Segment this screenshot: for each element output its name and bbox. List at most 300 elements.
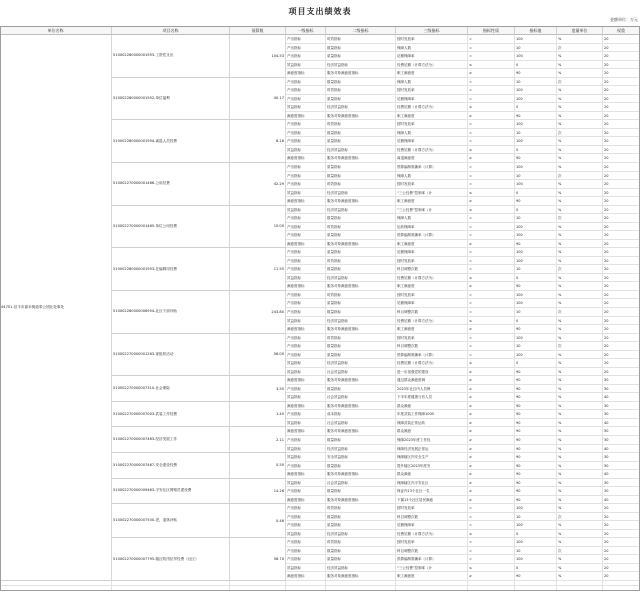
weight-cell: 20 (603, 513, 640, 522)
nature-cell: = (468, 52, 515, 61)
level1-cell: 产出指标 (286, 180, 326, 189)
weight-cell: 30 (603, 462, 640, 471)
project-name-cell: 510002280000001953-工资性支出 (112, 35, 230, 78)
value-cell: 0 (515, 317, 557, 326)
level1-cell: 满意度指标 (286, 197, 326, 206)
weight-cell: 20 (603, 351, 640, 360)
weight-cell: 30 (603, 376, 640, 385)
level2-cell: 服务对象满意度指标 (326, 197, 396, 206)
empty-cell (326, 586, 396, 591)
nature-cell: ≤ (468, 103, 515, 112)
level2-cell: 服务对象满意度指标 (326, 376, 396, 385)
level2-cell: 经济效益指标 (326, 445, 396, 454)
level1-cell: 产出指标 (286, 342, 326, 351)
budget-cell: 0.46 (230, 504, 286, 538)
level2-cell: 数量指标 (326, 462, 396, 471)
project-name-cell: 510002280000001952-单位福利 (112, 78, 230, 121)
value-cell: 100 (515, 504, 557, 513)
level2-cell: 经济效益指标 (326, 189, 396, 198)
level2-cell: 时效指标 (326, 538, 396, 547)
level1-cell: 产出指标 (286, 78, 326, 87)
level2-cell: 时效指标 (326, 257, 396, 266)
weight-cell: 20 (603, 240, 640, 249)
measure-unit-cell: % (557, 564, 603, 573)
level2-cell: 质量指标 (326, 351, 396, 360)
value-cell: 0 (515, 530, 557, 539)
value-cell: 100 (515, 223, 557, 232)
level3-cell: 预算编制准确率（计算） (396, 231, 468, 240)
measure-unit-cell: % (557, 291, 603, 300)
level2-cell: 数量指标 (326, 342, 396, 351)
level2-cell: 社会效益指标 (326, 393, 396, 402)
measure-unit-cell: % (557, 325, 603, 334)
nature-cell: ≥ (468, 419, 515, 428)
value-cell: 100 (515, 137, 557, 146)
nature-cell: ≥ (468, 154, 515, 163)
level2-cell: 社会效益指标 (326, 479, 396, 488)
level1-cell: 产出指标 (286, 308, 326, 317)
level1-cell: 效益指标 (286, 393, 326, 402)
level2-cell: 时效指标 (326, 223, 396, 232)
level2-cell: 数量指标 (326, 513, 396, 522)
nature-cell: ≥ (468, 402, 515, 411)
budget-cell: 14.26 (230, 479, 286, 505)
budget-cell: 104.53 (230, 35, 286, 78)
weight-cell: 20 (603, 248, 640, 257)
level2-cell: 经济效益指标 (326, 103, 396, 112)
level2-cell: 经济效益指标 (326, 359, 396, 368)
level3-cell: “三公经费”控制率（计 (396, 189, 468, 198)
level1-cell: 效益指标 (286, 359, 326, 368)
value-cell: 90 (515, 470, 557, 479)
nature-cell: = (468, 120, 515, 129)
measure-unit-cell: % (557, 445, 603, 454)
value-cell: 90 (515, 240, 557, 249)
level2-cell: 数量指标 (326, 385, 396, 394)
empty-cell (230, 586, 286, 591)
nature-cell: = (468, 351, 515, 360)
measure-unit-cell: % (557, 317, 603, 326)
nature-cell: = (468, 291, 515, 300)
level3-cell: 科目调整次数 (396, 265, 468, 274)
weight-cell: 20 (603, 197, 640, 206)
level3-cell: 足额保障率 (396, 137, 468, 146)
weight-cell: 20 (603, 291, 640, 300)
value-cell: 100 (515, 35, 557, 44)
measure-unit-cell: 次 (557, 547, 603, 556)
column-header-measure-unit: 度量单位 (557, 26, 603, 35)
level2-cell: 数量指标 (326, 265, 396, 274)
level3-cell: 保障武装正常运转 (396, 419, 468, 428)
level3-cell: 经费足额（计算方法为） (396, 103, 468, 112)
weight-cell: 20 (603, 120, 640, 129)
level1-cell: 产出指标 (286, 52, 326, 61)
empty-cell (396, 586, 468, 591)
level2-cell: 服务对象满意度指标 (326, 496, 396, 505)
measure-unit-cell: % (557, 385, 603, 394)
weight-cell: 20 (603, 103, 640, 112)
nature-cell: ≤ (468, 564, 515, 573)
measure-unit-cell: % (557, 521, 603, 530)
nature-cell: ≥ (468, 487, 515, 496)
weight-cell: 20 (603, 223, 640, 232)
value-cell: 10 (515, 308, 557, 317)
measure-unit-cell: 次 (557, 214, 603, 223)
project-name-cell: 510002270000001465-单位公用经费 (112, 206, 230, 249)
level2-cell: 服务对象满意度指标 (326, 325, 396, 334)
level3-cell: 预算编制准确率（计算） (396, 555, 468, 564)
level2-cell: 安全效益指标 (326, 453, 396, 462)
level2-cell: 经济效益指标 (326, 61, 396, 70)
column-header-weight: 权重 (603, 26, 640, 35)
level3-cell: “三公经费”控制率（计 (396, 206, 468, 215)
level3-cell: 运转保障率 (396, 223, 468, 232)
level1-cell: 效益指标 (286, 479, 326, 488)
level1-cell: 产出指标 (286, 120, 326, 129)
weight-cell: 20 (603, 154, 640, 163)
level3-cell: 群众满意 (396, 470, 468, 479)
level1-cell: 产出指标 (286, 214, 326, 223)
nature-cell: = (468, 95, 515, 104)
level3-cell: 通过群众满意度调 (396, 376, 468, 385)
level1-cell: 效益指标 (286, 530, 326, 539)
budget-cell: 0.50 (230, 453, 286, 479)
level2-cell: 质量指标 (326, 555, 396, 564)
nature-cell: = (468, 214, 515, 223)
measure-unit-cell: % (557, 496, 603, 505)
level1-cell: 满意度指标 (286, 240, 326, 249)
level3-cell: 足额保障率 (396, 299, 468, 308)
weight-cell: 20 (603, 78, 640, 87)
measure-unit-cell: % (557, 103, 603, 112)
measure-unit-cell: % (557, 419, 603, 428)
weight-cell: 20 (603, 342, 640, 351)
value-cell: 90 (515, 112, 557, 121)
level1-cell: 产出指标 (286, 410, 326, 419)
level1-cell: 产出指标 (286, 172, 326, 181)
level3-cell: 经费足额（计算方法为） (396, 359, 468, 368)
nature-cell: ≥ (468, 462, 515, 471)
budget-cell: 2.11 (230, 427, 286, 453)
value-cell: 90 (515, 402, 557, 411)
weight-cell: 30 (603, 402, 640, 411)
nature-cell: ≤ (468, 61, 515, 70)
nature-cell: = (468, 547, 515, 556)
level3-cell: 预算编制准确率（计算） (396, 163, 468, 172)
level3-cell: 按时发放率 (396, 120, 468, 129)
level1-cell: 产出指标 (286, 436, 326, 445)
weight-cell: 30 (603, 410, 640, 419)
nature-cell: = (468, 231, 515, 240)
value-cell: 10 (515, 265, 557, 274)
level2-cell: 质量指标 (326, 137, 396, 146)
level1-cell: 产出指标 (286, 513, 326, 522)
nature-cell: ≥ (468, 479, 515, 488)
level3-cell: 保证内13个社区一名 (396, 487, 468, 496)
nature-cell: ≥ (468, 197, 515, 206)
weight-cell: 30 (603, 453, 640, 462)
measure-unit-cell: % (557, 231, 603, 240)
level2-cell: 服务对象满意度指标 (326, 402, 396, 411)
weight-cell: 20 (603, 564, 640, 573)
value-cell: 100 (515, 299, 557, 308)
weight-cell: 20 (603, 86, 640, 95)
nature-cell: ≥ (468, 325, 515, 334)
level1-cell: 满意度指标 (286, 282, 326, 291)
measure-unit-cell: % (557, 538, 603, 547)
value-cell: 90 (515, 419, 557, 428)
value-cell: 90 (515, 393, 557, 402)
level2-cell: 服务对象满意度指标 (326, 470, 396, 479)
weight-cell: 20 (603, 69, 640, 78)
measure-unit-cell: % (557, 282, 603, 291)
value-cell: 10 (515, 78, 557, 87)
column-header-budget: 预算数 (230, 26, 286, 35)
weight-cell: 20 (603, 547, 640, 556)
measure-unit-cell: % (557, 359, 603, 368)
level2-cell: 时效指标 (326, 291, 396, 300)
nature-cell: ≥ (468, 112, 515, 121)
level3-cell: 进一步加强党的建设 (396, 368, 468, 377)
level1-cell: 产出指标 (286, 538, 326, 547)
level3-cell: 2023年社区内人员保 (396, 385, 468, 394)
level1-cell: 产出指标 (286, 163, 326, 172)
level2-cell: 质量指标 (326, 52, 396, 61)
weight-cell: 20 (603, 189, 640, 198)
nature-cell: ≥ (468, 69, 515, 78)
level3-cell: 保障人数 (396, 78, 468, 87)
nature-cell: = (468, 265, 515, 274)
level3-cell: 保障2023年度工作经 (396, 436, 468, 445)
level2-cell: 服务对象满意度指标 (326, 282, 396, 291)
measure-unit-cell: % (557, 61, 603, 70)
nature-cell: ≤ (468, 530, 515, 539)
measure-unit-cell: 次 (557, 44, 603, 53)
value-cell: 100 (515, 180, 557, 189)
nature-cell: = (468, 248, 515, 257)
level1-cell: 满意度指标 (286, 112, 326, 121)
level3-cell: 经费足额（计算方法为） (396, 317, 468, 326)
measure-unit-cell: % (557, 555, 603, 564)
value-cell: 10 (515, 342, 557, 351)
measure-unit-cell: % (557, 120, 603, 129)
budget-cell: 56.70 (230, 538, 286, 581)
level1-cell: 满意度指标 (286, 402, 326, 411)
level2-cell: 经济效益指标 (326, 146, 396, 155)
value-cell: 0 (515, 359, 557, 368)
level3-cell: 足额保障率 (396, 521, 468, 530)
value-cell: 10 (515, 214, 557, 223)
budget-cell: 243.80 (230, 291, 286, 334)
value-cell: 90 (515, 376, 557, 385)
measure-unit-cell: % (557, 180, 603, 189)
level3-cell: 职工满意度 (396, 325, 468, 334)
empty-cell (603, 586, 640, 591)
value-cell: 100 (515, 257, 557, 266)
measure-unit-cell: % (557, 462, 603, 471)
value-cell: 10 (515, 172, 557, 181)
nature-cell: ≤ (468, 206, 515, 215)
budget-cell: 1.40 (230, 402, 286, 428)
nature-cell: = (468, 342, 515, 351)
level1-cell: 满意度指标 (286, 572, 326, 581)
level1-cell: 产出指标 (286, 385, 326, 394)
level2-cell: 服务对象满意度指标 (326, 572, 396, 581)
nature-cell: = (468, 223, 515, 232)
weight-cell: 20 (603, 521, 640, 530)
level3-cell: 下属13个社区居民满意 (396, 496, 468, 505)
weight-cell: 30 (603, 487, 640, 496)
weight-cell: 20 (603, 44, 640, 53)
weight-cell: 20 (603, 282, 640, 291)
weight-cell: 20 (603, 214, 640, 223)
value-cell: 0 (515, 189, 557, 198)
level3-cell: 保障人数 (396, 214, 468, 223)
level2-cell: 经济效益指标 (326, 564, 396, 573)
weight-cell: 20 (603, 538, 640, 547)
level1-cell: 效益指标 (286, 103, 326, 112)
level1-cell: 产出指标 (286, 462, 326, 471)
value-cell: 100 (515, 291, 557, 300)
column-header-value: 指标值 (515, 26, 557, 35)
level2-cell: 质量指标 (326, 231, 396, 240)
value-cell: 100 (515, 231, 557, 240)
weight-cell: 20 (603, 299, 640, 308)
project-name-cell: 510002270000007310-社会保险 (112, 376, 230, 402)
nature-cell: = (468, 137, 515, 146)
measure-unit-cell: % (557, 197, 603, 206)
nature-cell: ≤ (468, 274, 515, 283)
level3-cell: 经费足额（计算方法为） (396, 146, 468, 155)
value-cell: 100 (515, 555, 557, 564)
value-cell: 0 (515, 206, 557, 215)
page-title: 项目支出绩效表 (288, 6, 352, 16)
weight-cell: 40 (603, 445, 640, 454)
nature-cell: = (468, 172, 515, 181)
measure-unit-cell: % (557, 376, 603, 385)
level1-cell: 满意度指标 (286, 496, 326, 505)
level1-cell: 产出指标 (286, 223, 326, 232)
level2-cell: 服务对象满意度指标 (326, 112, 396, 121)
nature-cell: ≥ (468, 496, 515, 505)
weight-cell: 20 (603, 35, 640, 44)
level3-cell: 下半年度健康与有人员 (396, 393, 468, 402)
nature-cell: ≥ (468, 427, 515, 436)
level1-cell: 满意度指标 (286, 154, 326, 163)
level3-cell: 保障辖区内安全生产 (396, 453, 468, 462)
level3-cell: 按时发放率 (396, 504, 468, 513)
measure-unit-cell: % (557, 487, 603, 496)
level1-cell: 产出指标 (286, 95, 326, 104)
level1-cell: 产出指标 (286, 487, 326, 496)
measure-unit-cell: 次 (557, 308, 603, 317)
measure-unit-cell: % (557, 479, 603, 488)
level2-cell: 数量指标 (326, 78, 396, 87)
weight-cell: 30 (603, 385, 640, 394)
weight-cell: 20 (603, 368, 640, 377)
level3-cell: 职工满意度 (396, 282, 468, 291)
level2-cell: 时效指标 (326, 180, 396, 189)
value-cell: 10 (515, 513, 557, 522)
weight-cell: 20 (603, 325, 640, 334)
weight-cell: 20 (603, 112, 640, 121)
measure-unit-cell: % (557, 334, 603, 343)
level1-cell: 效益指标 (286, 61, 326, 70)
nature-cell: ≥ (468, 410, 515, 419)
measure-unit-cell: 次 (557, 129, 603, 138)
level1-cell: 效益指标 (286, 453, 326, 462)
measure-unit-cell: % (557, 248, 603, 257)
nature-cell: = (468, 555, 515, 564)
budget-cell: 8.16 (230, 120, 286, 163)
level3-cell: “三公经费”控制率（计 (396, 564, 468, 573)
budget-cell: 40.17 (230, 78, 286, 121)
weight-cell: 20 (603, 265, 640, 274)
value-cell: 90 (515, 462, 557, 471)
level2-cell: 数量指标 (326, 44, 396, 53)
weight-cell: 20 (603, 359, 640, 368)
value-cell: 0 (515, 564, 557, 573)
level3-cell: 群众满意 (396, 427, 468, 436)
value-cell: 90 (515, 436, 557, 445)
column-header-level2: 二级指标 (326, 26, 396, 35)
level1-cell: 产出指标 (286, 137, 326, 146)
level3-cell: 离退满意度 (396, 154, 468, 163)
value-cell: 0 (515, 274, 557, 283)
measure-unit-cell: % (557, 402, 603, 411)
weight-cell: 20 (603, 274, 640, 283)
measure-unit-cell: % (557, 95, 603, 104)
measure-unit-cell: % (557, 436, 603, 445)
weight-cell: 40 (603, 470, 640, 479)
weight-cell: 40 (603, 419, 640, 428)
measure-unit-cell: % (557, 223, 603, 232)
project-name-cell: 510002270000007467-安全建设经费 (112, 453, 230, 479)
nature-cell: = (468, 78, 515, 87)
weight-cell: 20 (603, 334, 640, 343)
level1-cell: 满意度指标 (286, 470, 326, 479)
level1-cell: 效益指标 (286, 564, 326, 573)
value-cell: 0 (515, 61, 557, 70)
measure-unit-cell: % (557, 257, 603, 266)
level2-cell: 数量指标 (326, 129, 396, 138)
value-cell: 100 (515, 334, 557, 343)
level2-cell: 经济效益指标 (326, 206, 396, 215)
level1-cell: 效益指标 (286, 445, 326, 454)
nature-cell: ≥ (468, 572, 515, 581)
level2-cell: 质量指标 (326, 163, 396, 172)
weight-cell: 40 (603, 496, 640, 505)
level2-cell: 社会效益指标 (326, 368, 396, 377)
level3-cell: 群众满意 (396, 402, 468, 411)
level1-cell: 效益指标 (286, 274, 326, 283)
column-header-level3: 三级指标 (396, 26, 468, 35)
nature-cell: ≥ (468, 470, 515, 479)
level3-cell: 职工满意度 (396, 69, 468, 78)
nature-cell: = (468, 299, 515, 308)
level3-cell: 经费足额（计算方法为） (396, 61, 468, 70)
level1-cell: 产出指标 (286, 547, 326, 556)
weight-cell: 20 (603, 231, 640, 240)
value-cell: 0 (515, 146, 557, 155)
weight-cell: 20 (603, 137, 640, 146)
value-cell: 100 (515, 86, 557, 95)
level3-cell: 提升辖区2023年度安 (396, 462, 468, 471)
measure-unit-cell: % (557, 35, 603, 44)
level3-cell: 足额保障率 (396, 52, 468, 61)
column-header-level1: 一级指标 (286, 26, 326, 35)
level3-cell: 科目调整次数 (396, 547, 468, 556)
